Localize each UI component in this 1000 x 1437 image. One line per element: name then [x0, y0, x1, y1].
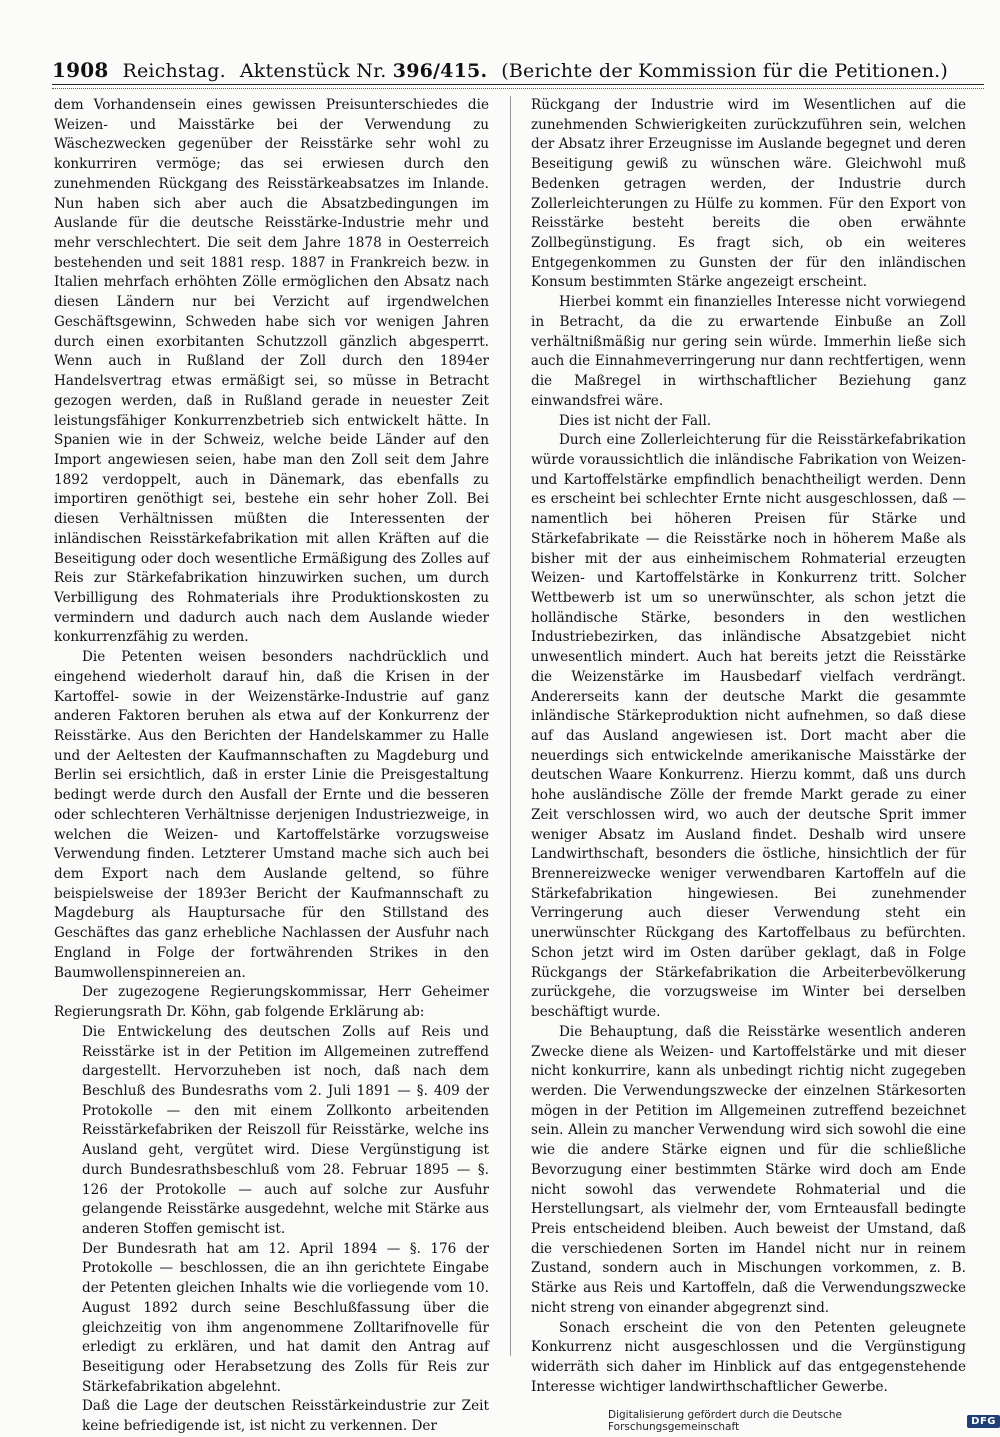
doc-number: 396/415. [392, 60, 488, 82]
paragraph: Die Entwickelung des deutschen Zolls auf Reis und Reisstärke ist in der Petition im Allgemeinen zutreffend dargestellt. Hervorzuheben ist noch, daß nach dem Beschluß des Bundesraths vom 2. Juli 1891 — §. 409 der Protokolle — den mit einem Zollkonto arbeitenden Reisstärkefabriken der Reiszoll für Reisstärke, welche ins Ausland geht, vergütet wird. Diese Vergünstigung ist durch Bundesrathsbeschluß vom 28. Februar 1895 — §. 126 der Protokolle — auch auf solche zur Ausfuhr gelangende Reisstärke ausgedehnt, welche mit Stärke aus anderen Stoffen gemischt ist. [82, 1023, 489, 1237]
header-doc-label [240, 60, 487, 82]
paragraph: Daß die Lage der deutschen Reisstärkeindustrie zur Zeit keine befriedigende ist, ist nicht zu verkennen. Der [82, 1398, 489, 1435]
page-number: 1908 [52, 58, 109, 82]
left-column [54, 96, 489, 1437]
paragraph: Die Behauptung, daß die Reisstärke wesentlich anderen Zwecke diene als Weizen- und Kartoffelstärke und mit dieser nicht konkurrire, kann als unbedingt richtig nicht zugegeben werden. Die Verwendungszwecke der einzelnen Stärkesorten mögen in der Petition im Allgemeinen zutreffend bezeichnet sein. Allein zu mancher Verwendung wird sich sowohl die eine wie die andere Stärke eignen und für die schließliche Bevorzugung einer bestimmten Stärke wird doch am Ende nicht sowohl das verwendete Rohmaterial und die Herstellungsart, als vielmehr der, vom Ernteausfall bedingte Preis entscheidend bleiben. Auch beweist der Umstand, daß die verschiedenen Sorten im Handel nicht nur in reinem Zustand, sondern auch in Mischungen vorkommen, z. B. Stärke aus Reis und Kartoffeln, daß die Verwendungszwecke nicht streng von einander abgegrenzt sind. [531, 1023, 966, 1316]
paragraph: dem Vorhandensein eines gewissen Preisunterschiedes die Weizen- und Maisstärke bei der Verwendung zu Wäschezwecken gegenüber der Reisstärke sehr wohl zu konkurriren vermöge; das sei erwiesen durch den zunehmenden Rückgang des Reisstärkeabsatzes im Inlande. Nun haben sich aber auch die Absatzbedingungen im Auslande für die deutsche Reisstärke-Industrie mehr und mehr verschlechtert. Die seit dem Jahre 1878 in Oesterreich bestehenden und seit 1881 resp. 1887 in Frankreich bezw. in Italien mehrfach erhöhten Zölle ermöglichen den Absatz nach diesen Ländern nur bei Verzicht auf irgendwelchen Geschäftsgewinn, Schweden habe sich vor wenigen Jahren durch einen exorbitanten Schutzzoll gänzlich abgesperrt. Wenn auch in Rußland der Zoll durch den 1894er Handelsvertrag etwas ermäßigt sei, so müsse in Betracht gezogen werden, daß in Rußland gerade in neuester Zeit leistungsfähiger Konkurrenzbetrieb sich entwickelt hätte. In Spanien wie in der Schweiz, welche beide Länder auf den Import angewiesen seien, habe man den Zoll seit dem Jahre 1892 verdoppelt, auch in Dänemark, das ebenfalls zu importiren genöthigt sei, bestehe ein sehr hoher Zoll. Bei diesen Verhältnissen müßten die Interessenten der inländischen Reisstärkefabrikation mit allen Kräften auf die Beseitigung oder doch wesentliche Ermäßigung des Zolles auf Reis zur Stärkefabrikation hinzuwirken suchen, um durch Verbilligung des Rohmaterials ihre Produktionskosten zu vermindern und dadurch auch nach dem Auslande wieder konkurrenzfähig zu werden. [54, 97, 489, 646]
header-title: Reichstag. [122, 60, 226, 82]
paragraph: Rückgang der Industrie wird im Wesentlichen auf die zunehmenden Schwierigkeiten zurückzuführen sein, welchen der Absatz ihrer Erzeugnisse im Auslande begegnet und deren Beseitigung gewiß zu wünschen wäre. Gleichwohl muß Bedenken getragen werden, der Industrie durch Zollerleichterungen zu Hülfe zu kommen. Für den Export von Reisstärke besteht bereits die oben erwähnte Zollbegünstigung. Es fragt sich, ob ein weiteres Entgegenkommen zu Gunsten der für den inländischen Konsum bestimmten Stärke angezeigt erscheint. [531, 97, 966, 291]
paragraph: Sonach erscheint die von den Petenten geleugnete Konkurrenz nicht ausgeschlossen und die Vergünstigung widerräth sich daher im Hinblick auf das entgegenstehende Interesse wichtiger landwirthschaftlicher Gewerbe. [531, 1319, 966, 1395]
doc-label: Aktenstück Nr. [239, 60, 387, 82]
dfg-logo: DFG [967, 1415, 1000, 1428]
header-rule [52, 84, 984, 85]
paragraph: Die Petenten weisen besonders nachdrücklich und eingehend wiederholt darauf hin, daß die Krisen in der Kartoffel- sowie in der Weizenstärke-Industrie auf ganz anderen Faktoren beruhen als etwa auf der Konkurrenz der Reisstärke. Aus den Berichten der Handelskammer zu Halle und der Aeltesten der Kaufmannschaften zu Magdeburg und Berlin sei ersichtlich, daß in erster Linie die Preisgestaltung bedingt werde durch den Ausfall der Ernte und die besseren oder schlechteren Verhältnisse derjenigen Industriezweige, in welchen die Weizen- und Kartoffelstärke vorzugsweise Verwendung finden. Letzterer Umstand mache sich auch bei dem Export nach dem Auslande geltend, so führe beispielsweise der 1893er Bericht der Kaufmannschaft zu Magdeburg als Hauptursache für den Stillstand des Geschäftes das ganz erhebliche Nachlassen der Ausfuhr nach England in Folge der fortwährenden Strikes in den Baumwollenspinnereien an. [54, 649, 489, 981]
column-divider [510, 96, 511, 1356]
paragraph: Der zugezogene Regierungskommissar, Herr Geheimer Regierungsrath Dr. Köhn, gab folgende Erklärung ab: [54, 984, 489, 1021]
footer-text: Digitalisierung gefördert durch die Deutsche Forschungsgemeinschaft [608, 1409, 842, 1433]
paragraph: Der Bundesrath hat am 12. April 1894 — §. 176 der Protokolle — beschlossen, die an ihn gerichtete Eingabe der Petenten gleichen Inhalts wie die vorliegende vom 10. August 1892 durch seine Beschlußfassung über die gleichzeitig von ihm angenommene Zolltarifnovelle für erledigt zu erklären, und hat damit den Antrag auf Beseitigung oder Herabsetzung des Zolls für Reis zur Stärkefabrikation abgelehnt. [82, 1240, 489, 1395]
header-subtitle: (Berichte der Kommission für die Petitionen.) [501, 60, 949, 82]
header-rule-dotted [52, 88, 984, 89]
paragraph: Dies ist nicht der Fall. [559, 412, 712, 429]
paragraph: Durch eine Zollerleichterung für die Reisstärkefabrikation würde voraussichtlich die inländische Fabrikation von Weizen- und Kartoffelstärke empfindlich benachtheiligt werden. Denn es erscheint bei schlechter Ernte nicht ausgeschlossen, daß — namentlich bei höheren Preisen für Stärke und Stärkefabrikate — die Reisstärke noch in höherem Maße als bisher mit der aus einheimischem Rohmaterial erzeugten Weizen- und Kartoffelstärke in Konkurrenz tritt. Solcher Wettbewerb ist um so unerwünschter, als schon jetzt die holländische Stärke, besonders in den westlichen Industriebezirken, das inländische Absatzgebiet nicht unwesentlich mindert. Auch hat bereits jetzt die Reisstärke die Weizenstärke im Hausbedarf vielfach verdrängt. Andererseits kann der deutsche Markt die gesammte inländische Stärkeproduktion nicht aufnehmen, so daß diese auf das Ausland angewiesen ist. Dort macht aber die neuerdings sich entwickelnde amerikanische Maisstärke der deutschen Waare Konkurrenz. Hierzu kommt, daß uns durch hohe ausländische Zölle der fremde Markt gerade zu einer Zeit verschlossen wird, wo auch der deutsche Sprit immer weniger Absatz im Ausland findet. Deshalb wird unsere Landwirthschaft, besonders die östliche, hinsichtlich der für Brennereizwecke weniger verwendbaren Kartoffeln auf die Stärkefabrikation hingewiesen. Bei zunehmender Verringerung auch dieser Verwendung steht ein unerwünschter Rückgang des Kartoffelbaus zu befürchten. Schon jetzt wird im Osten darüber geklagt, daß in Folge Rückgangs der Stärkefabrikation die Arbeiterbevölkerung zurückgehe, die vorzugsweise im Winter bei derselben beschäftigt wurde. [531, 432, 966, 1021]
paragraph: Hierbei kommt ein finanzielles Interesse nicht vorwiegend in Betracht, da die zu erwartende Einbuße an Zoll verhältnißmäßig nur gering sein würde. Immerhin ließe sich auch die Einnahmeverringerung nur dann rechtfertigen, wenn die Maßregel in wirthschaftlicher Beziehung ganz einwandsfrei wäre. [531, 294, 966, 409]
page-footer [608, 1409, 1000, 1433]
right-column [531, 96, 966, 1397]
